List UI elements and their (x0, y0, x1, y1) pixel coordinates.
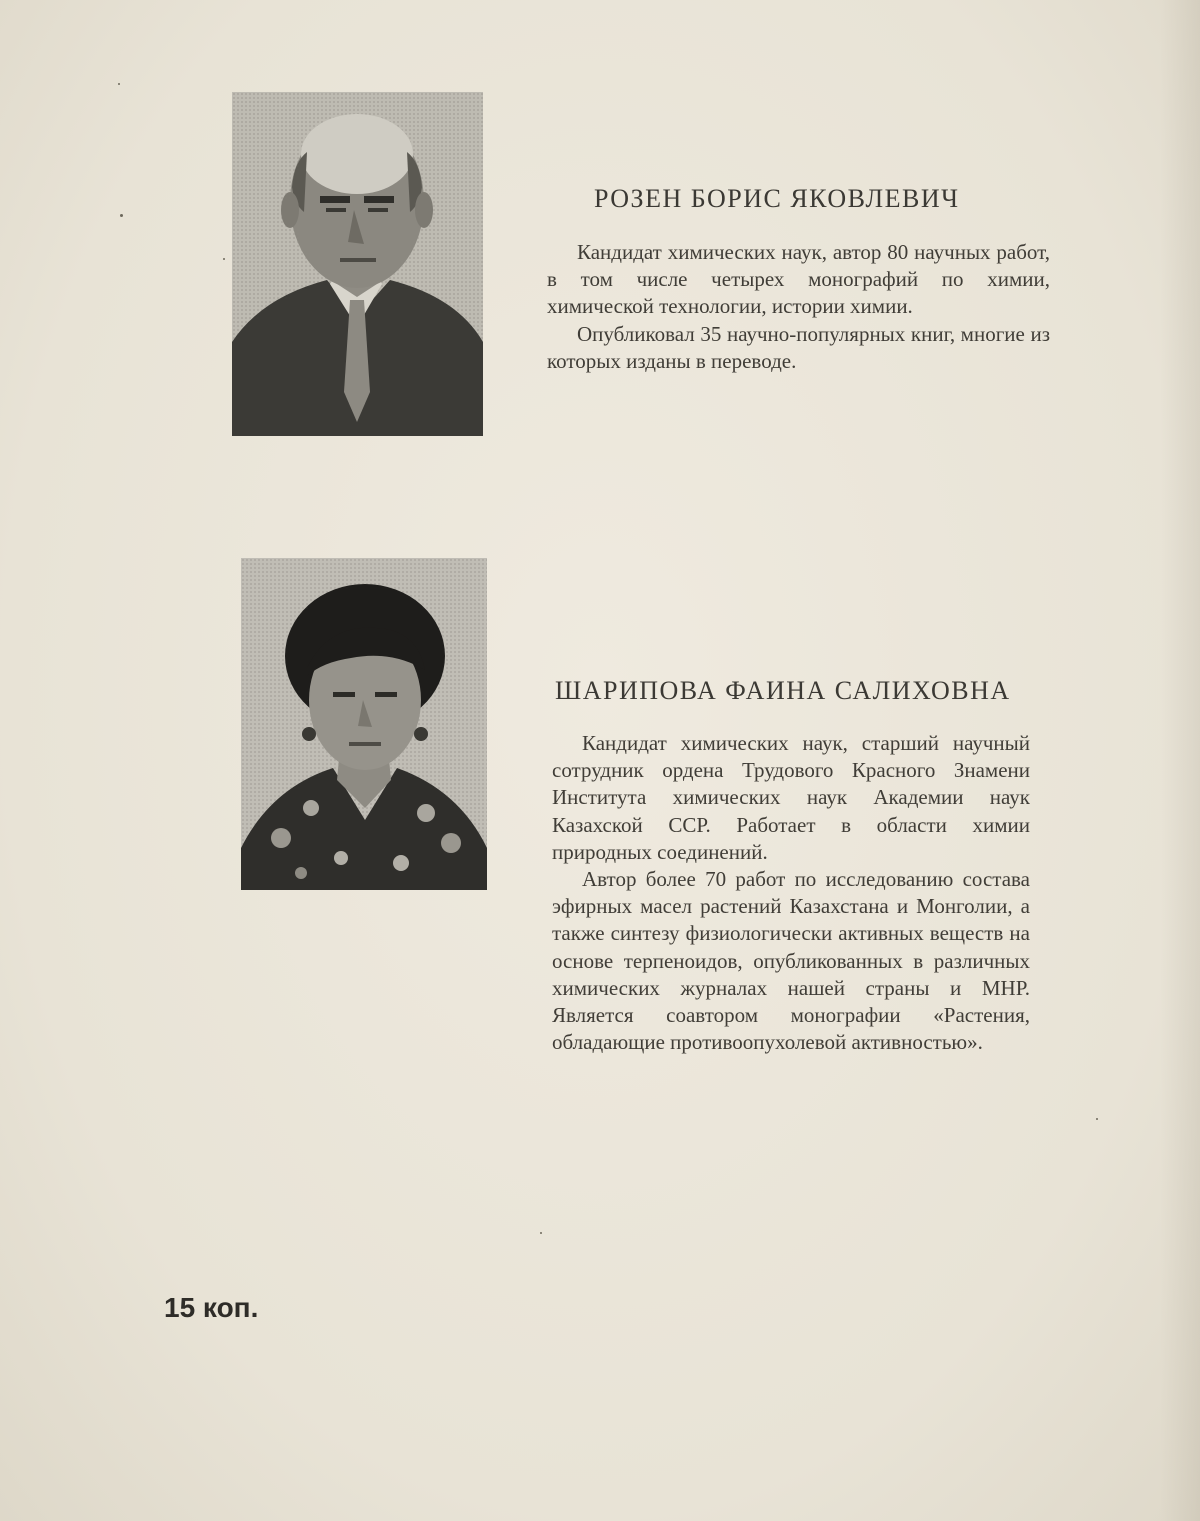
price-label: 15 коп. (164, 1292, 259, 1323)
bio-paragraph: Автор более 70 работ по исследованию состава эфирных масел растений Казахстана и Монголии, а также синтезу физиологически активных веществ на основе терпеноидов, опубликованных в различных химических журналах нашей страны и МНР. Является соавтором монографии «Растения, обладающие противоопухолевой активностью». (552, 867, 1030, 1055)
bio-paragraph: Кандидат химических наук, автор 80 научных работ, в том числе четырех монографий по химии, химической технологии, истории химии. (547, 240, 1050, 319)
bio-paragraph: Опубликовал 35 научно-популярных книг, многие из которых изданы в переводе. (547, 321, 1050, 373)
author-bio-sharipova (552, 730, 1030, 1056)
portrait-photo-rozen (232, 92, 483, 436)
portrait-photo-sharipova (241, 558, 487, 890)
print-speck (1096, 1118, 1098, 1120)
bio-paragraph: Кандидат химических наук, старший научный сотрудник ордена Трудового Красного Знамени Института химических наук Академии наук Казахской ССР. Работает в области химии природных соединений. (552, 731, 1030, 864)
author-name-sharipova: ШАРИПОВА ФАИНА САЛИХОВНА (555, 676, 1011, 705)
page-edge-shadow (1160, 0, 1200, 1521)
portrait-woman-illustration (241, 558, 487, 890)
author-name-rozen: РОЗЕН БОРИС ЯКОВЛЕВИЧ (594, 184, 960, 213)
print-speck (118, 83, 120, 85)
author-bio-rozen (547, 239, 1050, 375)
portrait-man-illustration (232, 92, 483, 436)
print-speck (223, 258, 225, 260)
print-speck (540, 1232, 542, 1234)
print-speck (120, 214, 123, 217)
